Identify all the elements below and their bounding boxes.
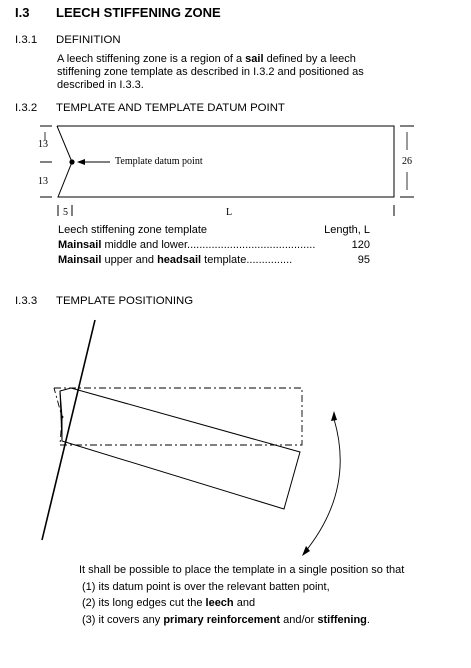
note-intro: It shall be possible to place the template in a single position so that bbox=[79, 564, 405, 576]
leech-line bbox=[42, 320, 95, 540]
template-dashed-outline bbox=[54, 388, 302, 445]
positioning-note bbox=[79, 562, 404, 628]
definition-line-1: A leech stiffening zone is a region of a sail defined by a leech bbox=[57, 53, 356, 65]
dim-offset-label: 5 bbox=[63, 207, 68, 218]
table-header-right: Length, L bbox=[324, 224, 370, 236]
template-diagram bbox=[40, 126, 414, 216]
table-header bbox=[58, 224, 370, 236]
template-rotated-outline bbox=[60, 388, 300, 509]
positioning-heading: TEMPLATE POSITIONING bbox=[56, 295, 194, 307]
table-row bbox=[58, 239, 370, 251]
positioning-diagram bbox=[42, 320, 340, 556]
dim-top-label: 13 bbox=[38, 139, 48, 150]
leech-term: leech bbox=[205, 597, 234, 609]
dim-height-label: 26 bbox=[402, 156, 412, 167]
datum-arrow-head bbox=[77, 159, 85, 165]
sail-term: sail bbox=[245, 53, 264, 65]
table-row-value: 95 bbox=[357, 254, 370, 266]
dim-length-label: L bbox=[226, 207, 233, 218]
template-length-table bbox=[58, 224, 370, 266]
rotated-datum-point bbox=[61, 416, 64, 419]
template-section-number: I.3.2 bbox=[15, 102, 38, 114]
positioning-number: I.3.3 bbox=[15, 295, 38, 307]
stiffening-term: stiffening bbox=[317, 613, 367, 626]
section-number: I.3 bbox=[15, 5, 30, 20]
note-item-2: (2) its long edges cut the leech and bbox=[82, 597, 256, 609]
rotation-arc bbox=[305, 419, 340, 552]
definition-heading: DEFINITION bbox=[56, 34, 121, 46]
primary-reinforcement-term: primary reinforcement bbox=[163, 613, 281, 626]
definition-number: I.3.1 bbox=[15, 34, 38, 46]
table-row-value: 120 bbox=[351, 239, 370, 251]
table-row-label: Mainsail middle and lower.......................................... bbox=[58, 239, 316, 251]
note-item-1: (1) its datum point is over the relevant batten point, bbox=[82, 580, 330, 593]
table-row bbox=[58, 254, 370, 266]
template-section-heading: TEMPLATE AND TEMPLATE DATUM POINT bbox=[56, 102, 285, 114]
dim-bottom-label: 13 bbox=[38, 176, 48, 187]
table-header-left: Leech stiffening zone template bbox=[58, 224, 208, 236]
definition-line-3: described in I.3.3. bbox=[57, 79, 144, 91]
datum-point bbox=[69, 159, 74, 164]
section-title: LEECH STIFFENING ZONE bbox=[56, 5, 221, 20]
note-item-3: (3) it covers any primary reinforcement and/or stiffening. bbox=[82, 613, 370, 626]
definition-line-2: stiffening zone template as described in I.3.2 and positioned as bbox=[57, 66, 364, 78]
table-row-label: Mainsail upper and headsail template............... bbox=[58, 254, 293, 266]
rotation-arc-head-top bbox=[331, 411, 337, 421]
datum-point-label: Template datum point bbox=[115, 156, 203, 167]
